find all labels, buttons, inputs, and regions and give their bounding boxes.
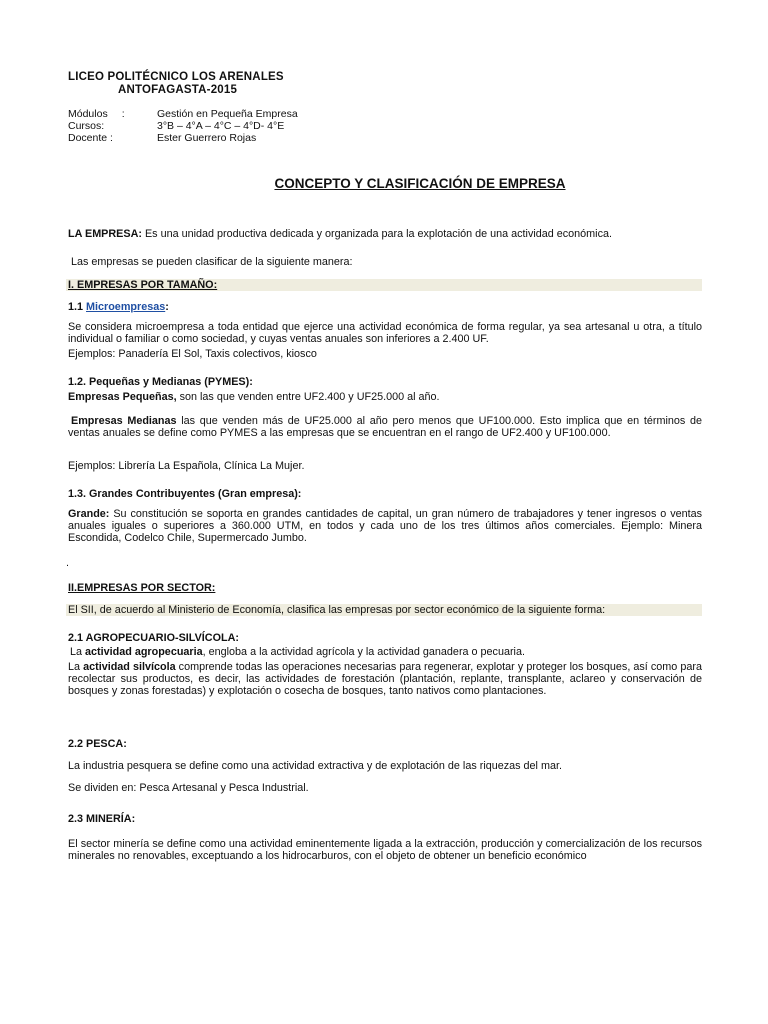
s13-heading: 1.3. Grandes Contribuyentes (Gran empresa): [68, 488, 302, 500]
intro-paragraph: LA EMPRESA: Es una unidad productiva dedicada y organizada para la explotación de una actividad económica. [68, 228, 612, 240]
section2-heading: II.EMPRESAS POR SECTOR: [68, 582, 216, 594]
s21-agropecuaria: La actividad agropecuaria, engloba a la actividad agrícola y la actividad ganadera o pecuaria. [70, 646, 525, 658]
s11-text: Se considera microempresa a toda entidad que ejerce una actividad económica de forma regular, ya sea artesanal u otra, a título individual o familiar o como sociedad, y cuyas ventas anuales son inferiores a 2.400 UF. [68, 321, 702, 345]
docente-label: Docente : [68, 132, 113, 144]
school-name: LICEO POLITÉCNICO LOS ARENALES [68, 71, 284, 83]
s11-examples: Ejemplos: Panadería El Sol, Taxis colectivos, kiosco [68, 348, 317, 360]
s12-pequenas: Empresas Pequeñas, son las que venden entre UF2.400 y UF25.000 al año. [68, 391, 440, 403]
classify-text: Las empresas se pueden clasificar de la siguiente manera: [71, 256, 353, 268]
s12-examples: Ejemplos: Librería La Española, Clínica La Mujer. [68, 460, 305, 472]
s12-medianas: Empresas Medianas las que venden más de UF25.000 al año pero menos que UF100.000. Esto implica que en términos de ventas anuales se define como PYMES a las empresas que se encuentran en el rango de UF2.400 y UF100.000. [68, 415, 703, 439]
s13-text: Grande: Su constitución se soporta en grandes cantidades de capital, un gran número de trabajadores y tener ingresos o ventas anuales iguales o superiores a 360.000 UTM, en todos y cada uno de los tres últimos años comerciales. Ejemplo: Minera Escondida, Codelco Chile, Supermercado Jumbo. [68, 508, 703, 544]
city-year: ANTOFAGASTA-2015 [118, 84, 238, 96]
s22-heading: 2.2 PESCA: [68, 738, 127, 750]
section1-heading: I. EMPRESAS POR TAMAÑO: [68, 279, 218, 291]
s12-heading: 1.2. Pequeñas y Medianas (PYMES): [68, 376, 253, 388]
cursos-label: Cursos: [68, 120, 105, 132]
cursos-value: 3°B – 4°A – 4°C – 4°D- 4°E [157, 120, 285, 132]
microempresas-link[interactable]: Microempresas [86, 301, 166, 313]
docente-value: Ester Guerrero Rojas [157, 132, 257, 144]
s23-heading: 2.3 MINERÍA: [68, 813, 136, 825]
s11-heading: 1.1 Microempresas: [68, 301, 169, 313]
modulos-label: Módulos : [68, 108, 125, 120]
s22-text: La industria pesquera se define como una actividad extractiva y de explotación de las riquezas del mar. [68, 760, 562, 772]
s23-text: El sector minería se define como una actividad eminentemente ligada a la extracción, producción y comercialización de los recursos minerales no renovables, exceptuando a los hidrocarburos, con el objeto de obtener un beneficio económico [68, 838, 702, 862]
document-title: CONCEPTO Y CLASIFICACIÓN DE EMPRESA [274, 176, 566, 191]
stray-dot: . [66, 557, 69, 569]
section2-intro: El SII, de acuerdo al Ministerio de Economía, clasifica las empresas por sector económico de la siguiente forma: [68, 604, 606, 616]
s21-silvicola: La actividad silvícola comprende todas las operaciones necesarias para regenerar, explotar y proteger los bosques, así como para recolectar sus productos, es decir, las actividades de forestación (plantación, replante, transplante, aclareo y conservación de bosques y zonas forestadas) y explotación o cosecha de bosques, tanto nativos como plantaciones. [68, 661, 702, 697]
s21-heading: 2.1 AGROPECUARIO-SILVÍCOLA: [68, 632, 239, 644]
modulos-value: Gestión en Pequeña Empresa [157, 108, 298, 120]
s22-divide: Se dividen en: Pesca Artesanal y Pesca Industrial. [68, 782, 309, 794]
